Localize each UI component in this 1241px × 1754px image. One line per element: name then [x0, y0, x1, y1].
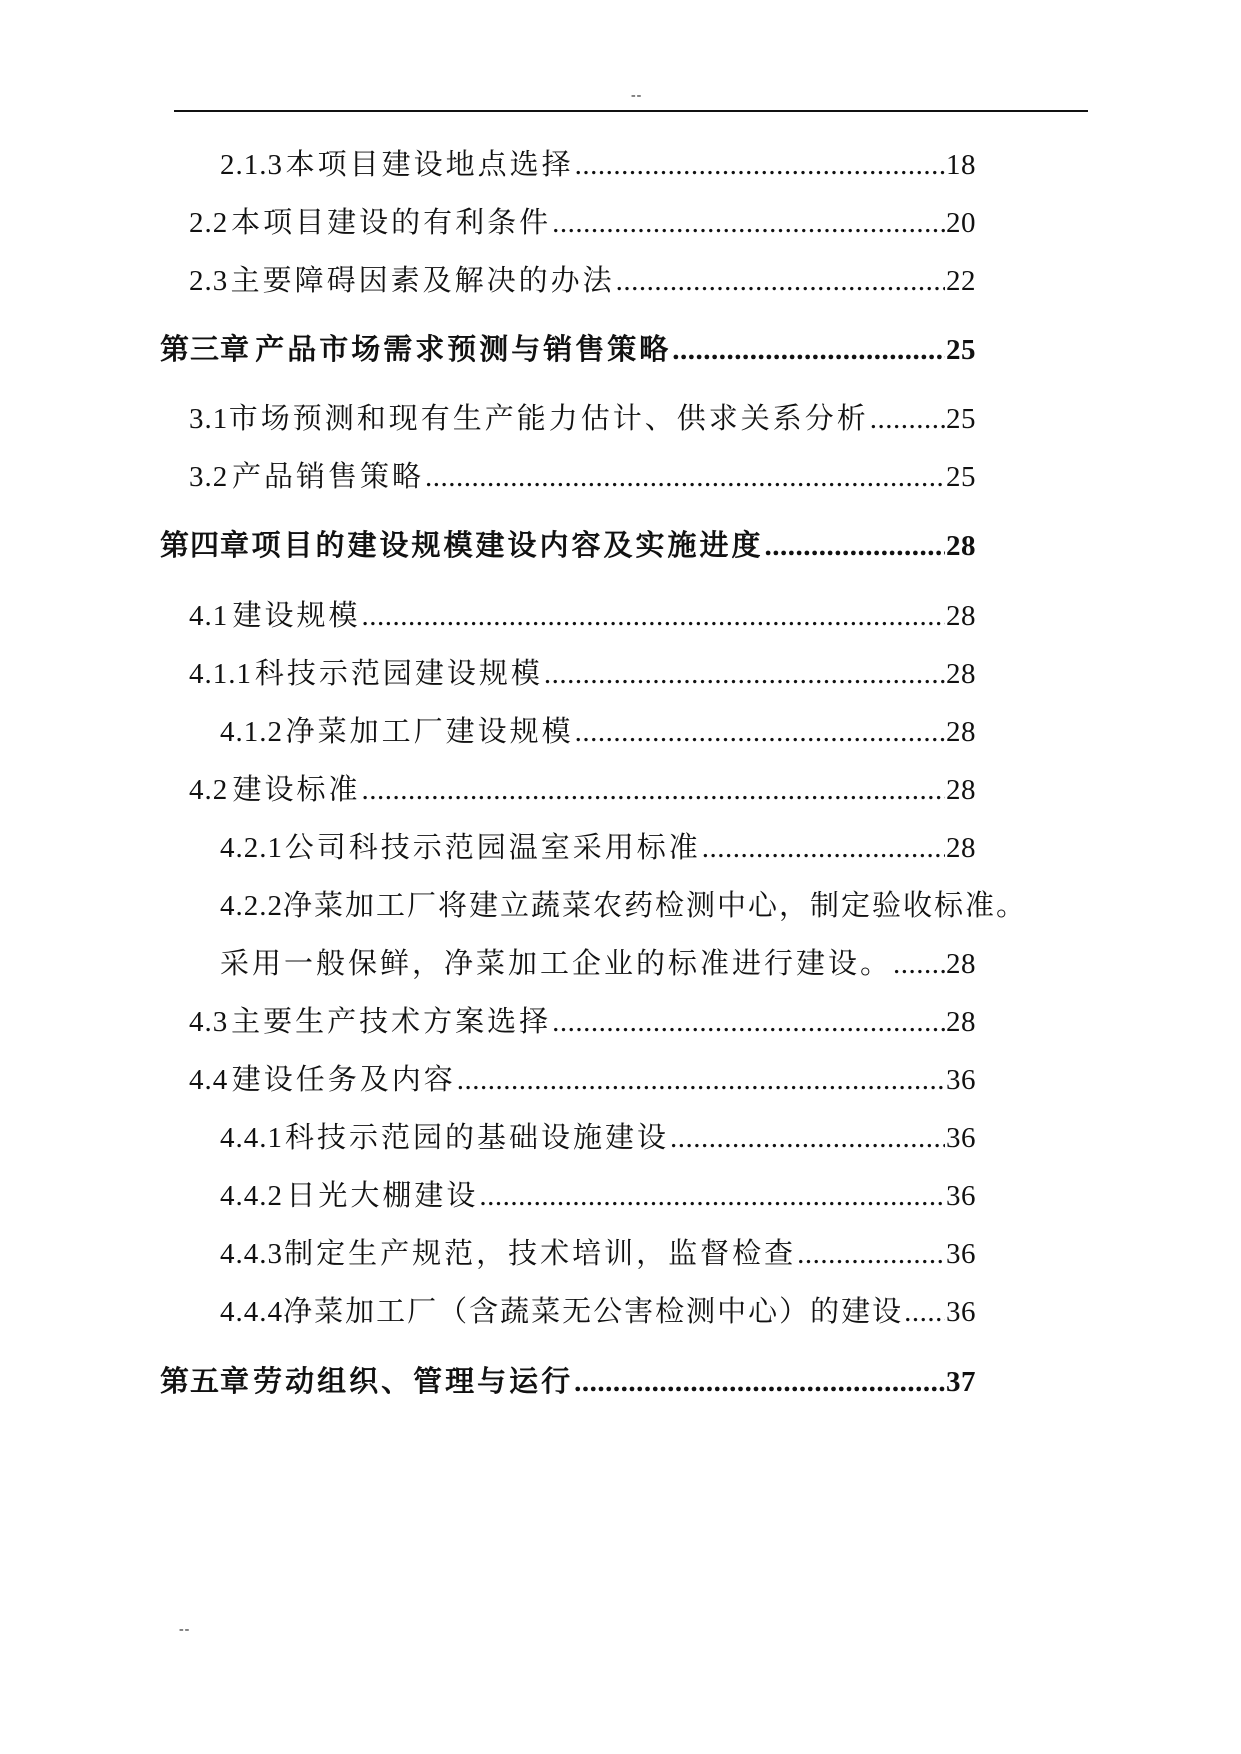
toc-entry-4-3[interactable] [189, 1001, 976, 1041]
toc-number: 4.4.2 [220, 1180, 283, 1212]
toc-leader [893, 944, 945, 984]
toc-number: 4.1.2 [220, 716, 283, 748]
toc-chapter-title: 项目的建设规模建设内容及实施进度 [251, 528, 764, 562]
toc-page: 36 [946, 1296, 976, 1328]
toc-title: 公司科技示范园温室采用标准 [284, 830, 701, 864]
toc-page: 28 [946, 530, 976, 562]
toc-entry-3-1[interactable] [189, 398, 976, 438]
toc-page: 28 [946, 1006, 976, 1038]
toc-leader [702, 828, 945, 868]
toc-leader [552, 203, 945, 243]
toc-title: 净菜加工厂（含蔬菜无公害检测中心）的建设 [283, 1294, 904, 1328]
toc-title: 本项目建设的有利条件 [231, 205, 552, 239]
toc-leader [670, 1118, 945, 1158]
toc-chapter-title: 劳动组织、管理与运行 [253, 1364, 574, 1398]
toc-number: 4.4.3 [220, 1238, 283, 1270]
toc-leader [457, 1060, 945, 1100]
toc-entry-4-2-2-continued[interactable] [220, 943, 976, 983]
toc-title: 主要生产技术方案选择 [231, 1004, 552, 1038]
toc-title: 科技示范园的基础设施建设 [284, 1120, 669, 1154]
toc-chapter-4[interactable] [160, 525, 976, 565]
toc-entry-4-4-2[interactable] [220, 1175, 976, 1215]
toc-page: 18 [946, 149, 976, 181]
toc-title: 制定生产规范，技术培训，监督检查 [284, 1236, 797, 1270]
toc-entry-4-1[interactable] [189, 595, 976, 635]
toc-title: 净菜加工厂将建立蔬菜农药检测中心，制定验收标准。 [283, 888, 1028, 922]
toc-number: 4.1.1 [189, 658, 252, 690]
toc-number: 4.1 [189, 600, 229, 632]
toc-page: 25 [946, 461, 976, 493]
toc-page: 20 [946, 207, 976, 239]
toc-page: 36 [946, 1180, 976, 1212]
footer-mark: -- [179, 1622, 191, 1637]
toc-title: 科技示范园建设规模 [254, 656, 543, 690]
toc-page: 25 [946, 334, 976, 366]
toc-title: 采用一般保鲜，净菜加工企业的标准进行建设。 [220, 946, 893, 980]
toc-entry-4-2-1[interactable] [220, 827, 976, 867]
toc-title: 建设规模 [232, 598, 361, 632]
toc-leader [574, 1362, 945, 1402]
toc-chapter-number: 第五章 [160, 1366, 251, 1398]
toc-chapter-number: 第四章 [160, 530, 251, 562]
toc-title: 建设任务及内容 [231, 1062, 456, 1096]
toc-entry-3-2[interactable] [189, 456, 976, 496]
toc-leader [361, 770, 945, 810]
toc-chapter-3[interactable] [160, 329, 976, 369]
toc-entry-4-4-4[interactable] [220, 1291, 976, 1331]
toc-chapter-number: 第三章 [160, 334, 251, 366]
toc-leader [672, 330, 945, 370]
toc-entry-2-2[interactable] [189, 202, 976, 242]
toc-leader [870, 399, 945, 439]
toc-leader [575, 145, 945, 185]
toc-number: 2.3 [189, 265, 229, 297]
toc-number: 4.4.1 [220, 1122, 283, 1154]
toc-page: 36 [946, 1238, 976, 1270]
toc-chapter-5[interactable] [160, 1361, 976, 1401]
toc-entry-4-2-2[interactable] [220, 885, 1028, 925]
toc-leader [765, 526, 945, 566]
toc-entry-4-4-3[interactable] [220, 1233, 976, 1273]
toc-number: 4.3 [189, 1006, 229, 1038]
toc-title: 本项目建设地点选择 [285, 147, 574, 181]
toc-number: 2.1.3 [220, 149, 283, 181]
toc-leader [797, 1234, 945, 1274]
toc-page: 36 [946, 1122, 976, 1154]
toc-leader [425, 457, 945, 497]
toc-entry-2-3[interactable] [189, 260, 976, 300]
toc-entry-4-2[interactable] [189, 769, 976, 809]
toc-page: 28 [946, 948, 976, 980]
toc-number: 4.4 [189, 1064, 229, 1096]
header-mark: -- [631, 88, 643, 103]
toc-title: 市场预测和现有生产能力估计、供求关系分析 [228, 401, 869, 435]
toc-page: 22 [946, 265, 976, 297]
toc-title: 日光大棚建设 [286, 1178, 479, 1212]
toc-page: 28 [946, 774, 976, 806]
toc-entry-4-1-2[interactable] [220, 711, 976, 751]
toc-page: 28 [946, 600, 976, 632]
toc-number: 3.1 [189, 403, 229, 435]
toc-entry-4-4[interactable] [189, 1059, 976, 1099]
toc-page: 28 [946, 832, 976, 864]
toc-chapter-title: 产品市场需求预测与销售策略 [255, 332, 672, 366]
toc-number: 4.2.2 [220, 890, 283, 922]
toc-entry-4-4-1[interactable] [220, 1117, 976, 1157]
toc-title: 净菜加工厂建设规模 [285, 714, 574, 748]
toc-leader [544, 654, 945, 694]
toc-page: 36 [946, 1064, 976, 1096]
toc-number: 4.4.4 [220, 1296, 283, 1328]
toc-number: 4.2.1 [220, 832, 283, 864]
toc-leader [616, 261, 945, 301]
toc-leader [361, 596, 945, 636]
toc-number: 3.2 [189, 461, 229, 493]
toc-number: 2.2 [189, 207, 229, 239]
toc-leader [904, 1292, 945, 1332]
toc-entry-4-1-1[interactable] [189, 653, 976, 693]
toc-leader [552, 1002, 945, 1042]
toc-title: 产品销售策略 [231, 459, 424, 493]
toc-leader [479, 1176, 945, 1216]
toc-page: 28 [946, 658, 976, 690]
toc-title: 主要障碍因素及解决的办法 [230, 263, 615, 297]
toc-page: 37 [946, 1366, 976, 1398]
toc-title: 建设标准 [232, 772, 361, 806]
toc-entry-2-1-3[interactable] [220, 144, 976, 184]
toc-leader [575, 712, 945, 752]
toc-number: 4.2 [189, 774, 229, 806]
toc-page: 28 [946, 716, 976, 748]
toc-page: 25 [945, 403, 976, 435]
